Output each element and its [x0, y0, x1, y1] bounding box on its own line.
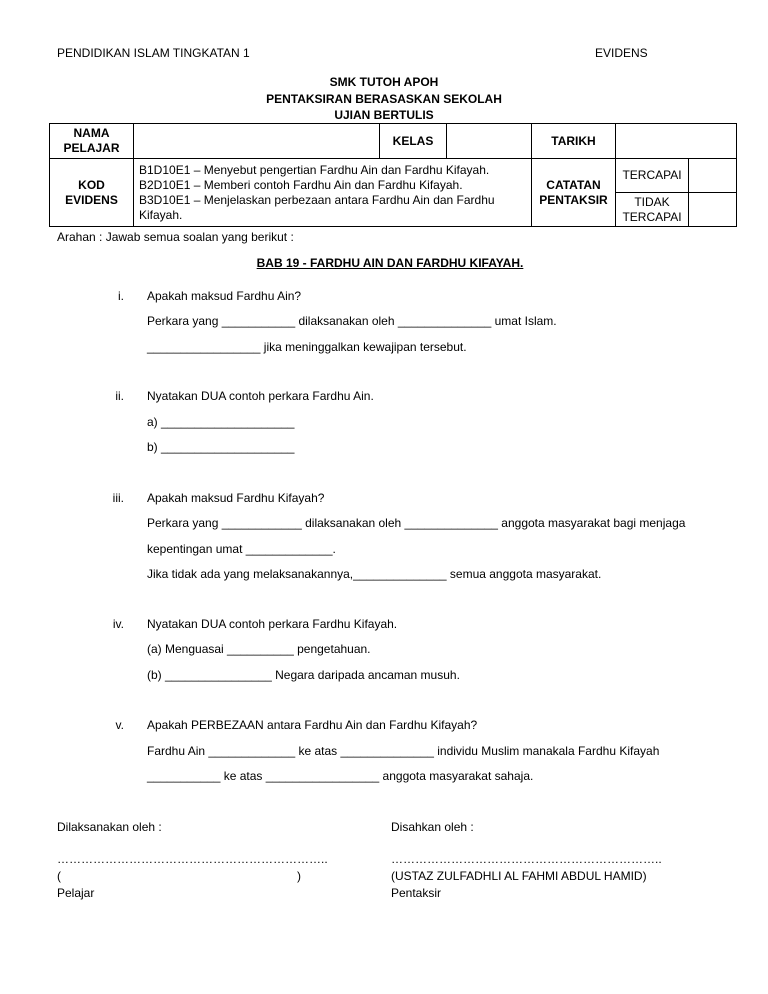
chapter-title: BAB 19 - FARDHU AIN DAN FARDHU KIFAYAH. [256, 256, 524, 270]
question-number: iv. [112, 617, 124, 631]
answer-line[interactable]: Jika tidak ada yang melaksanakannya,______________ semua anggota masyarakat. [147, 567, 602, 581]
question-text: Nyatakan DUA contoh perkara Fardhu Kifayah. [147, 617, 398, 631]
answer-line[interactable]: ___________ ke atas _________________ anggota masyarakat sahaja. [147, 769, 534, 783]
evidens-item: B2D10E1 – Memberi contoh Fardhu Ain dan Fardhu Kifayah. [139, 177, 463, 192]
question-number: v. [115, 718, 124, 732]
answer-line[interactable]: Perkara yang ____________ dilaksanakan oleh ______________ anggota masyarakat bagi menjaga [147, 516, 686, 530]
tidak-tercapai-label: TIDAK TERCAPAI [616, 193, 689, 227]
evidens-item: B3D10E1 – Menjelaskan perbezaan antara Fardhu Ain dan Fardhu Kifayah. [139, 192, 495, 222]
question-number: ii. [115, 389, 124, 403]
answer-line[interactable]: kepentingan umat _____________. [147, 542, 336, 556]
assessor-role: Pentaksir [391, 886, 442, 900]
question-text: Apakah PERBEZAAN antara Fardhu Ain dan Fardhu Kifayah? [147, 718, 478, 732]
verified-by-label: Disahkan oleh : [391, 820, 474, 834]
kelas-label: KELAS [380, 124, 447, 159]
nama-pelajar-label: NAMA PELAJAR [50, 124, 134, 159]
tercapai-checkbox[interactable] [689, 159, 737, 193]
kelas-field[interactable] [447, 124, 532, 159]
evidens-header: EVIDENS [595, 46, 648, 60]
test-title: UJIAN BERTULIS [334, 108, 434, 122]
answer-line[interactable]: b) ____________________ [147, 440, 295, 454]
tarikh-label: TARIKH [532, 124, 616, 159]
assessor-signature-line[interactable]: ………………………………………………………….. [391, 852, 662, 866]
question-text: Apakah maksud Fardhu Kifayah? [147, 491, 325, 505]
student-name-open: ( [57, 869, 61, 883]
answer-line[interactable]: Fardhu Ain _____________ ke atas ______________ individu Muslim manakala Fardhu Kifayah [147, 744, 660, 758]
instruction-text: Arahan : Jawab semua soalan yang berikut : [57, 230, 294, 244]
tercapai-label: TERCAPAI [616, 159, 689, 193]
tidak-tercapai-checkbox[interactable] [689, 193, 737, 227]
subject-header: PENDIDIKAN ISLAM TINGKATAN 1 [57, 46, 250, 60]
answer-line[interactable]: _________________ jika meninggalkan kewajipan tersebut. [147, 340, 467, 354]
kod-evidens-label: KOD EVIDENS [50, 159, 134, 227]
answer-line[interactable]: a) ____________________ [147, 415, 295, 429]
catatan-pentaksir-label: CATATAN PENTAKSIR [532, 159, 616, 227]
assessment-title: PENTAKSIRAN BERASASKAN SEKOLAH [266, 92, 502, 106]
answer-line[interactable]: (b) ________________ Negara daripada ancaman musuh. [147, 668, 460, 682]
evidens-list [134, 159, 532, 227]
answer-line[interactable]: (a) Menguasai __________ pengetahuan. [147, 642, 371, 656]
question-text: Apakah maksud Fardhu Ain? [147, 289, 302, 303]
nama-pelajar-field[interactable] [134, 124, 380, 159]
assessor-name: (USTAZ ZULFADHLI AL FAHMI ABDUL HAMID) [391, 869, 647, 883]
question-number: i. [118, 289, 124, 303]
student-signature-line[interactable]: ………………………………………………………….. [57, 852, 328, 866]
student-info-table [49, 123, 737, 227]
student-role: Pelajar [57, 886, 95, 900]
answer-line[interactable]: Perkara yang ___________ dilaksanakan oleh ______________ umat Islam. [147, 314, 557, 328]
tarikh-field[interactable] [616, 124, 737, 159]
question-text: Nyatakan DUA contoh perkara Fardhu Ain. [147, 389, 374, 403]
question-number: iii. [112, 491, 124, 505]
evidens-item: B1D10E1 – Menyebut pengertian Fardhu Ain dan Fardhu Kifayah. [139, 162, 490, 177]
implemented-by-label: Dilaksanakan oleh : [57, 820, 162, 834]
student-name-close: ) [297, 869, 301, 883]
school-name: SMK TUTOH APOH [329, 75, 439, 89]
